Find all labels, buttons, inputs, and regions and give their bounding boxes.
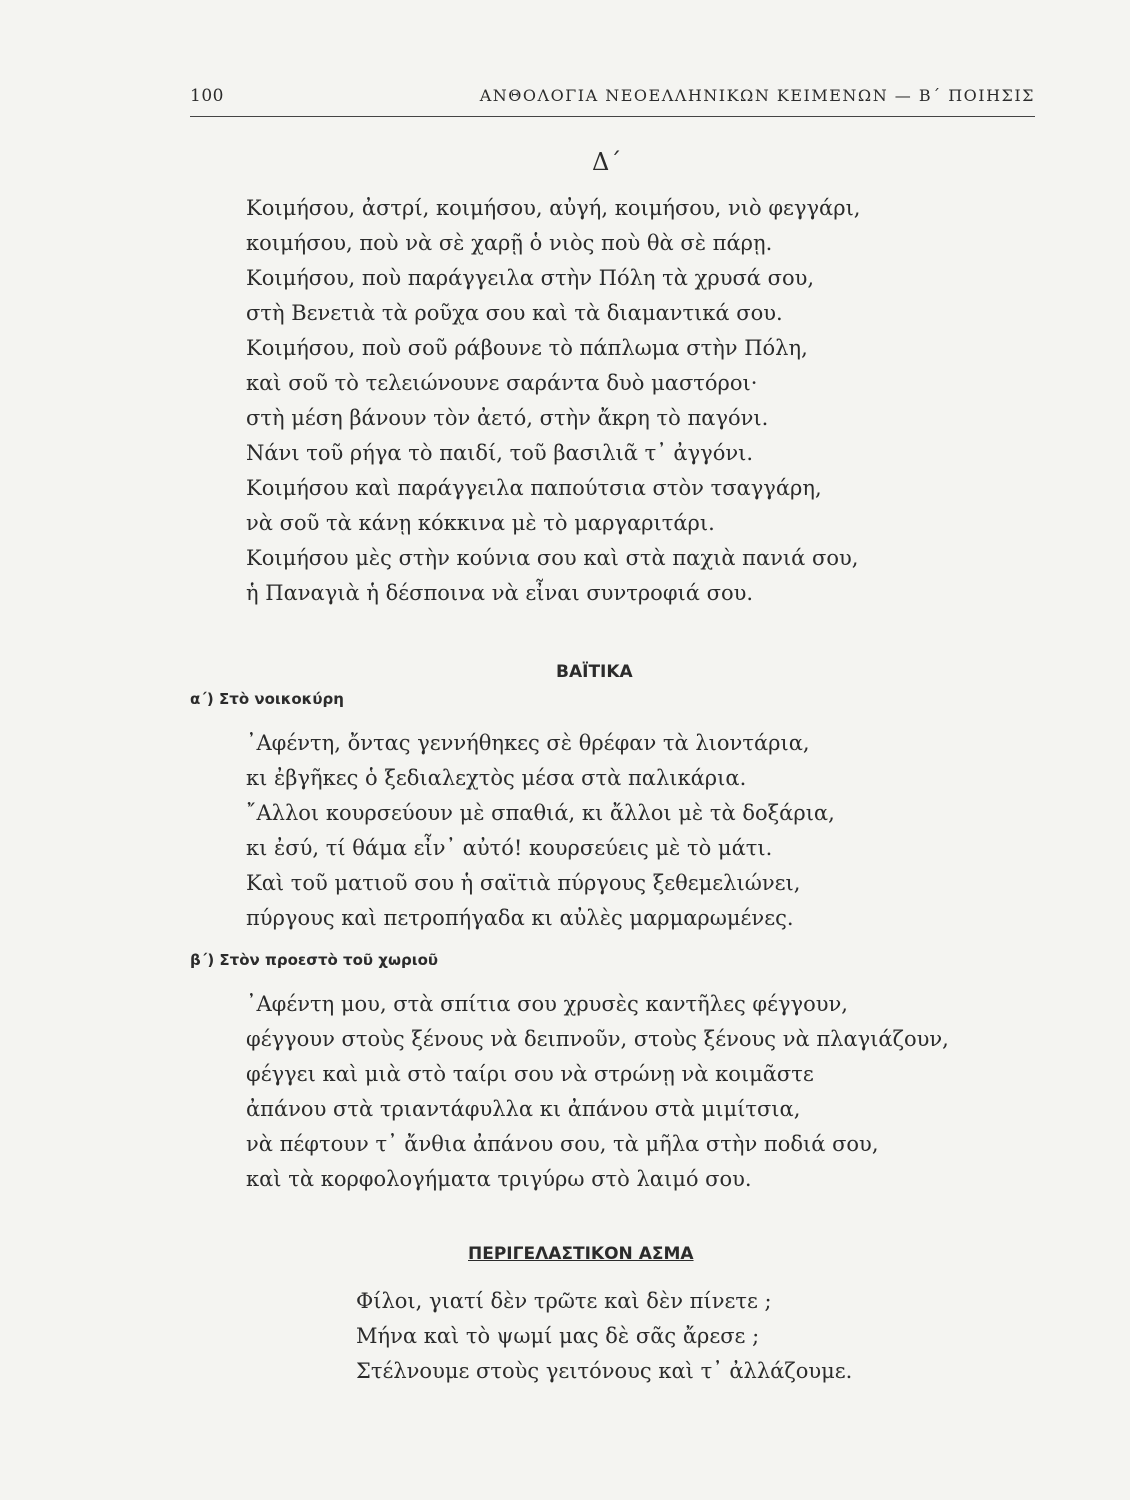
section-mark: Δ΄ — [592, 148, 622, 176]
vaitika-a-line: ᾽Αφέντη, ὄντας γεννήθηκες σὲ θρέφαν τὰ λιοντάρια, — [246, 731, 810, 755]
page-header — [190, 82, 1035, 117]
vaitika-a-line: κι ἐσύ, τί θάμα εἶν᾽ αὐτό! κουρσεύεις μὲ τὸ μάτι. — [246, 836, 773, 860]
vaitika-b-line: ἀπάνου στὰ τριαντάφυλλα κι ἀπάνου στὰ μιμίτσια, — [246, 1097, 801, 1121]
page-number: 100 — [190, 86, 224, 106]
poem-d-line: Κοιμήσου, ἀστρί, κοιμήσου, αὐγή, κοιμήσου, νιὸ φεγγάρι, — [246, 196, 861, 220]
vaitika-a-line: ῎Αλλοι κουρσεύουν μὲ σπαθιά, κι ἄλλοι μὲ τὰ δοξάρια, — [246, 801, 835, 825]
vaitika-part-a-heading: α΄) Στὸ νοικοκύρη — [190, 690, 344, 708]
poem-d-line: Κοιμήσου μὲς στὴν κούνια σου καὶ στὰ παχιὰ πανιά σου, — [246, 546, 859, 570]
poem-d-line: Κοιμήσου καὶ παράγγειλα παπούτσια στὸν τσαγγάρη, — [246, 476, 822, 500]
vaitika-b-line: νὰ πέφτουν τ᾽ ἄνθια ἀπάνου σου, τὰ μῆλα στὴν ποδιά σου, — [246, 1132, 879, 1156]
vaitika-part-b-heading: β΄) Στὸν προεστὸ τοῦ χωριοῦ — [190, 951, 438, 969]
vaitika-b-line: ᾽Αφέντη μου, στὰ σπίτια σου χρυσὲς καντῆλες φέγγουν, — [246, 992, 848, 1016]
vaitika-b-line: φέγγουν στοὺς ξένους νὰ δειπνοῦν, στοὺς ξένους νὰ πλαγιάζουν, — [246, 1027, 949, 1051]
vaitika-a-line: πύργους καὶ πετροπήγαδα κι αὐλὲς μαρμαρωμένες. — [246, 906, 794, 930]
vaitika-a-line: Καὶ τοῦ ματιοῦ σου ἡ σαϊτιὰ πύργους ξεθεμελιώνει, — [246, 871, 801, 895]
perigelastikon-line: Φίλοι, γιατί δὲν τρῶτε καὶ δὲν πίνετε ; — [356, 1289, 772, 1313]
vaitika-b-line: φέγγει καὶ μιὰ στὸ ταίρι σου νὰ στρώνῃ νὰ κοιμᾶστε — [246, 1062, 814, 1086]
poem-d-line: Κοιμήσου, ποὺ παράγγειλα στὴν Πόλη τὰ χρυσά σου, — [246, 266, 815, 290]
poem-d-line: Νάνι τοῦ ρήγα τὸ παιδί, τοῦ βασιλιᾶ τ᾽ ἀγγόνι. — [246, 441, 754, 465]
poem-d-line: στὴ Βενετιὰ τὰ ροῦχα σου καὶ τὰ διαμαντικά σου. — [246, 301, 783, 325]
poem-d-line: νὰ σοῦ τὰ κάνῃ κόκκινα μὲ τὸ μαργαριτάρι. — [246, 511, 715, 535]
vaitika-title: ΒΑΪΤΙΚΑ — [556, 662, 633, 682]
vaitika-b-line: καὶ τὰ κορφολογήματα τριγύρω στὸ λαιμό σου. — [246, 1167, 752, 1191]
poem-d-line: στὴ μέση βάνουν τὸν ἀετό, στὴν ἄκρη τὸ παγόνι. — [246, 406, 769, 430]
perigelastikon-line: Στέλνουμε στοὺς γειτόνους καὶ τ᾽ ἀλλάζουμε. — [356, 1359, 853, 1383]
poem-d-line: Κοιμήσου, ποὺ σοῦ ράβουνε τὸ πάπλωμα στὴν Πόλη, — [246, 336, 808, 360]
running-title: ΑΝΘΟΛΟΓΙΑ ΝΕΟΕΛΛΗΝΙΚΩΝ ΚΕΙΜΕΝΩΝ — Β΄ ΠΟΙΗΣΙΣ — [479, 86, 1035, 105]
vaitika-a-line: κι ἐβγῆκες ὁ ξεδιαλεχτὸς μέσα στὰ παλικάρια. — [246, 766, 747, 790]
perigelastikon-title: ΠΕΡΙΓΕΛΑΣΤΙΚΟΝ ΑΣΜΑ — [468, 1244, 694, 1264]
poem-d-line: καὶ σοῦ τὸ τελειώνουνε σαράντα δυὸ μαστόροι· — [246, 371, 758, 395]
perigelastikon-line: Μήνα καὶ τὸ ψωμί μας δὲ σᾶς ἄρεσε ; — [356, 1324, 760, 1348]
poem-d-line: ἡ Παναγιὰ ἡ δέσποινα νὰ εἶναι συντροφιά σου. — [246, 581, 754, 605]
poem-d-line: κοιμήσου, ποὺ νὰ σὲ χαρῇ ὁ νιὸς ποὺ θὰ σὲ πάρῃ. — [246, 231, 773, 255]
